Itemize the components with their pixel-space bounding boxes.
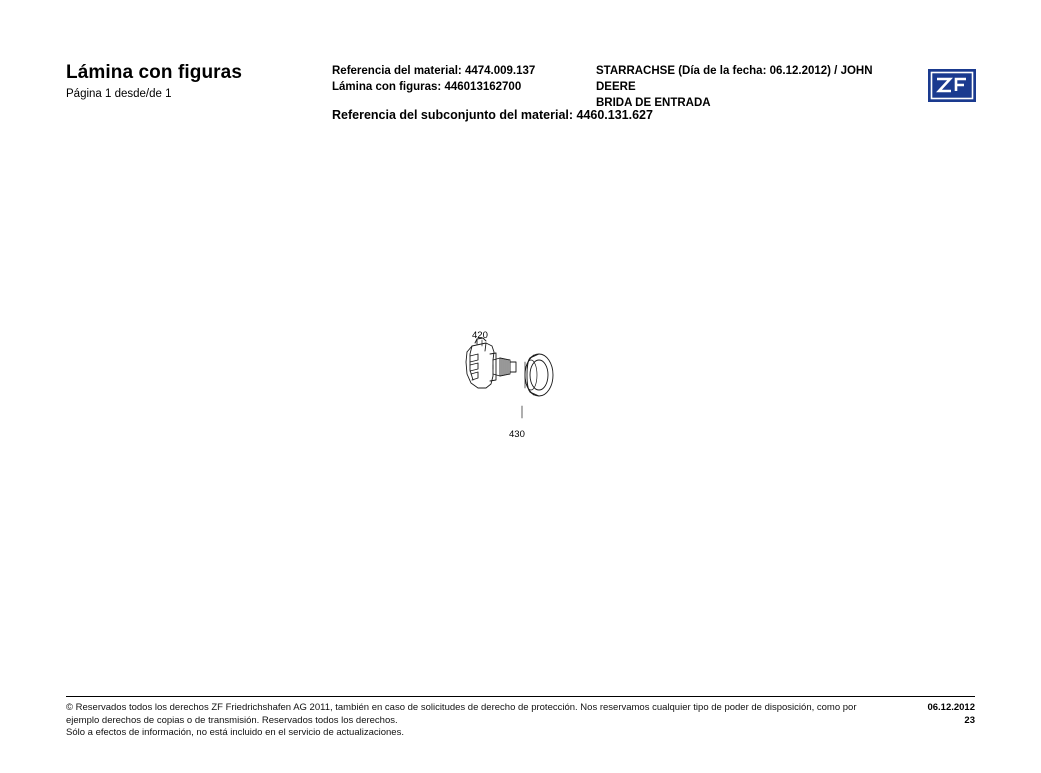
footer-line-1: © Reservados todos los derechos ZF Friedrichshafen AG 2011, también en caso de solicitudes de derecho de protección. Nos reservamos cualquier tipo de poder de disposición, como por	[66, 702, 857, 713]
material-meta-block	[332, 63, 535, 95]
technical-drawing	[430, 310, 600, 450]
assembly-line-3: BRIDA DE ENTRADA	[596, 97, 711, 109]
page-subtitle: Página 1 desde/de 1	[66, 88, 172, 100]
footer-page-number: 23	[964, 714, 975, 726]
document-header	[0, 0, 1041, 140]
footer-date: 06.12.2012	[927, 702, 975, 713]
footer-copyright	[66, 702, 906, 740]
page-title: Lámina con figuras	[66, 62, 243, 83]
assembly-line-1: STARRACHSE (Día de la fecha: 06.12.2012) / JOHN	[596, 65, 873, 77]
zf-logo	[928, 69, 976, 102]
subassembly-reference: Referencia del subconjunto del material: 4460.131.627	[332, 108, 653, 122]
footer-divider	[66, 696, 975, 697]
callout-430: 430	[509, 429, 525, 440]
material-reference: Referencia del material: 4474.009.137	[332, 65, 536, 77]
footer-line-2: ejemplo derechos de copias o de transmisión. Reservados todos los derechos.	[66, 714, 398, 726]
footer-line-3: Sólo a efectos de información, no está incluido en el servicio de actualizaciones.	[66, 727, 404, 738]
figure-sheet-reference: Lámina con figuras: 446013162700	[332, 81, 522, 93]
footer-date-block	[860, 702, 975, 727]
assembly-meta-block	[596, 63, 916, 111]
assembly-line-2: DEERE	[596, 81, 636, 93]
zf-logo-icon	[929, 70, 975, 101]
callout-420: 420	[472, 330, 488, 341]
